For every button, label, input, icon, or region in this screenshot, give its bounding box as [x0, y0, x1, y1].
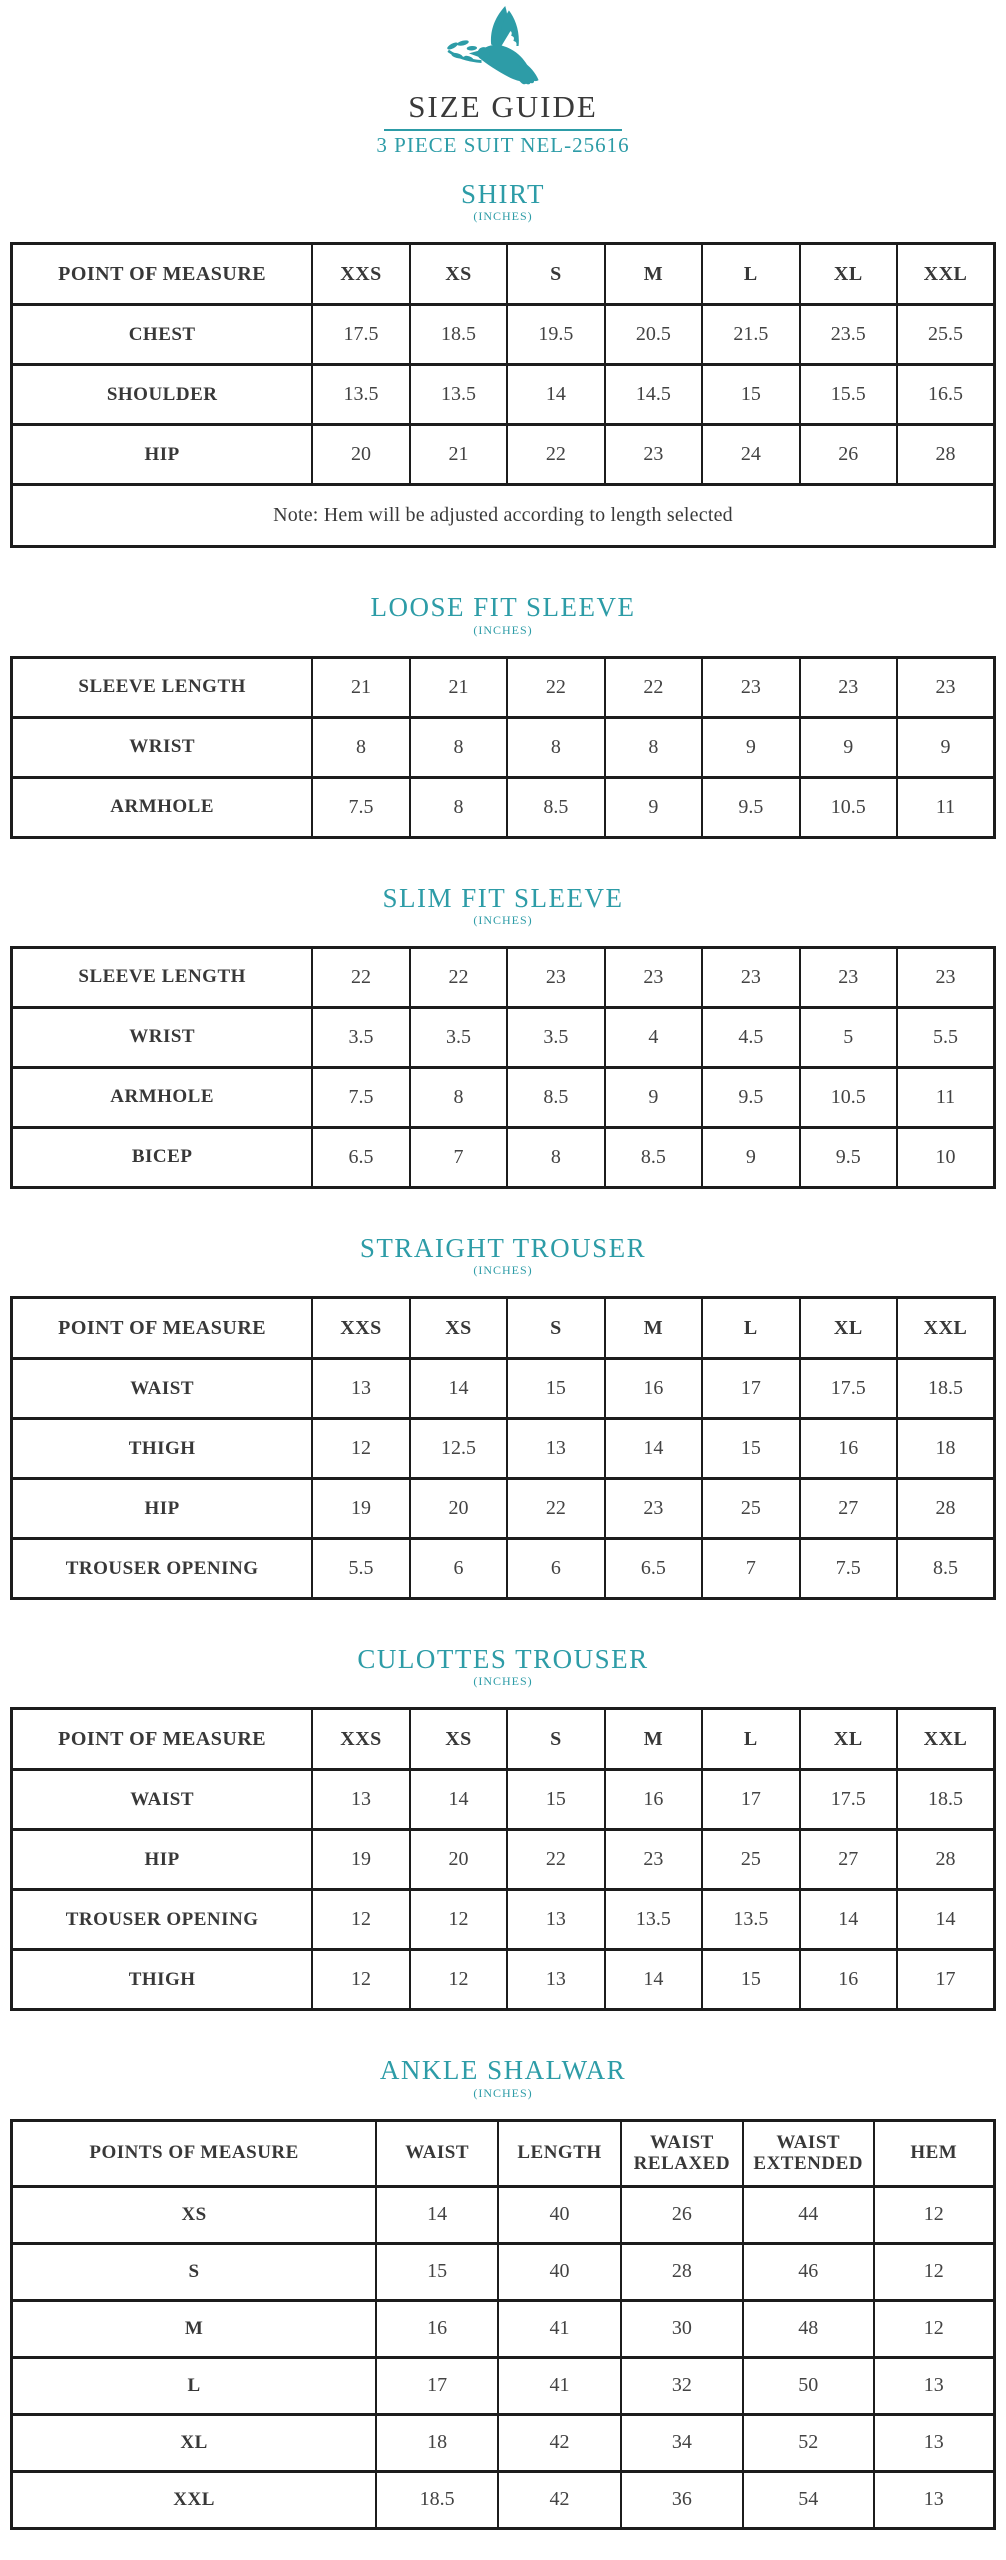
dove-with-olive-branch-icon	[440, 4, 566, 88]
size-value: 10.5	[800, 1067, 897, 1127]
size-value: 44	[743, 2186, 874, 2243]
size-value: 27	[800, 1830, 897, 1890]
size-value: 9	[702, 1127, 799, 1187]
size-value: 10	[897, 1127, 994, 1187]
size-value: 46	[743, 2243, 874, 2300]
size-value: 17	[702, 1770, 799, 1830]
size-column-header: S	[507, 1709, 604, 1770]
section-title: STRAIGHT TROUSER	[359, 1232, 647, 1263]
size-value: 36	[621, 2471, 743, 2528]
size-value: 27	[800, 1479, 897, 1539]
table-header-row	[12, 2120, 995, 2186]
size-value: 22	[410, 947, 507, 1007]
size-value: 20.5	[605, 305, 702, 365]
size-value: 12	[874, 2243, 995, 2300]
size-column-header: XXL	[897, 244, 994, 305]
size-column-header: XS	[410, 244, 507, 305]
size-column-header: HEM	[874, 2120, 995, 2186]
table-row	[12, 1770, 995, 1830]
size-value: 3.5	[507, 1007, 604, 1067]
table-header-row	[12, 1298, 995, 1359]
size-table	[10, 1707, 996, 2011]
size-value: 23	[800, 947, 897, 1007]
size-value: 8.5	[605, 1127, 702, 1187]
table-row	[12, 1127, 995, 1187]
size-value: 23	[605, 1830, 702, 1890]
size-column-header: WAIST RELAXED	[621, 2120, 743, 2186]
size-column-header: M	[605, 244, 702, 305]
section-unit-label: (INCHES)	[473, 2085, 533, 2100]
row-label: CHEST	[12, 305, 313, 365]
table-row	[12, 425, 995, 485]
size-value: 4.5	[702, 1007, 799, 1067]
brand-logo	[440, 4, 566, 88]
size-column-header: M	[605, 1709, 702, 1770]
size-value: 52	[743, 2414, 874, 2471]
row-label: XXL	[12, 2471, 377, 2528]
size-value: 15.5	[800, 365, 897, 425]
size-value: 28	[897, 1479, 994, 1539]
size-value: 8	[312, 717, 409, 777]
size-column-header: XL	[800, 1298, 897, 1359]
page-title: SIZE GUIDE	[408, 89, 598, 124]
size-column-header: XXS	[312, 1709, 409, 1770]
size-value: 19.5	[507, 305, 604, 365]
size-column-header: XXL	[897, 1709, 994, 1770]
size-value: 19	[312, 1479, 409, 1539]
table-row	[12, 2471, 995, 2528]
size-value: 13	[507, 1890, 604, 1950]
size-section-straight-trouser	[0, 1233, 1006, 1600]
size-column-header: XXS	[312, 1298, 409, 1359]
size-value: 25	[702, 1479, 799, 1539]
size-value: 14	[605, 1419, 702, 1479]
size-value: 7.5	[312, 1067, 409, 1127]
row-label: TROUSER OPENING	[12, 1890, 313, 1950]
row-label: SHOULDER	[12, 365, 313, 425]
measure-column-header: POINTS OF MEASURE	[12, 2120, 377, 2186]
size-value: 4	[605, 1007, 702, 1067]
size-value: 12	[874, 2300, 995, 2357]
row-label: WRIST	[12, 717, 313, 777]
section-unit-label: (INCHES)	[473, 209, 533, 224]
size-column-header: XL	[800, 1709, 897, 1770]
size-value: 25	[702, 1830, 799, 1890]
table-row	[12, 1419, 995, 1479]
table-row	[12, 2186, 995, 2243]
size-value: 5.5	[897, 1007, 994, 1067]
size-value: 9	[605, 777, 702, 837]
size-value: 16	[605, 1359, 702, 1419]
size-section-loose-fit-sleeve	[0, 592, 1006, 838]
size-column-header: S	[507, 1298, 604, 1359]
size-value: 7.5	[312, 777, 409, 837]
size-value: 14	[376, 2186, 498, 2243]
size-value: 9	[702, 717, 799, 777]
size-value: 18.5	[376, 2471, 498, 2528]
size-guide-sections	[0, 179, 1006, 2529]
size-column-header: XS	[410, 1298, 507, 1359]
size-value: 7	[702, 1539, 799, 1599]
size-value: 19	[312, 1830, 409, 1890]
size-value: 18.5	[897, 1770, 994, 1830]
size-value: 22	[507, 1830, 604, 1890]
section-title: SLIM FIT SLEEVE	[382, 882, 624, 913]
size-value: 23	[897, 657, 994, 717]
size-value: 10.5	[800, 777, 897, 837]
size-table	[10, 2119, 996, 2530]
size-column-header: XL	[800, 244, 897, 305]
size-value: 22	[312, 947, 409, 1007]
size-column-header: XXL	[897, 1298, 994, 1359]
size-value: 17.5	[800, 1770, 897, 1830]
size-value: 9	[897, 717, 994, 777]
size-table	[10, 242, 996, 548]
row-label: HIP	[12, 1830, 313, 1890]
size-value: 40	[498, 2186, 621, 2243]
size-value: 6	[410, 1539, 507, 1599]
size-value: 12	[410, 1950, 507, 2010]
table-row	[12, 717, 995, 777]
size-value: 17.5	[800, 1359, 897, 1419]
size-value: 17.5	[312, 305, 409, 365]
size-value: 8	[605, 717, 702, 777]
size-value: 16	[800, 1950, 897, 2010]
size-value: 17	[897, 1950, 994, 2010]
size-value: 13	[312, 1359, 409, 1419]
size-value: 17	[702, 1359, 799, 1419]
size-value: 18	[376, 2414, 498, 2471]
section-unit-label: (INCHES)	[473, 1674, 533, 1689]
row-label: BICEP	[12, 1127, 313, 1187]
size-value: 16	[376, 2300, 498, 2357]
product-subtitle: 3 PIECE SUIT NEL-25616	[376, 133, 630, 158]
size-column-header: XS	[410, 1709, 507, 1770]
size-value: 9	[605, 1067, 702, 1127]
size-value: 14	[507, 365, 604, 425]
section-unit-label: (INCHES)	[473, 912, 533, 927]
size-value: 14.5	[605, 365, 702, 425]
size-value: 23	[897, 947, 994, 1007]
row-label: HIP	[12, 1479, 313, 1539]
size-value: 15	[507, 1770, 604, 1830]
size-value: 8	[507, 1127, 604, 1187]
size-value: 9.5	[800, 1127, 897, 1187]
table-row	[12, 777, 995, 837]
section-title: SHIRT	[461, 179, 545, 210]
size-value: 16	[800, 1419, 897, 1479]
row-label: WRIST	[12, 1007, 313, 1067]
size-value: 14	[410, 1359, 507, 1419]
size-value: 34	[621, 2414, 743, 2471]
size-value: 26	[621, 2186, 743, 2243]
size-value: 11	[897, 777, 994, 837]
size-value: 7.5	[800, 1539, 897, 1599]
row-label: THIGH	[12, 1419, 313, 1479]
row-label: HIP	[12, 425, 313, 485]
size-column-header: M	[605, 1298, 702, 1359]
size-table	[10, 656, 996, 839]
size-value: 13.5	[410, 365, 507, 425]
size-value: 26	[800, 425, 897, 485]
table-row	[12, 2357, 995, 2414]
row-label: WAIST	[12, 1359, 313, 1419]
table-row	[12, 1539, 995, 1599]
size-value: 22	[507, 425, 604, 485]
size-value: 8	[410, 777, 507, 837]
size-value: 18.5	[410, 305, 507, 365]
size-value: 9.5	[702, 1067, 799, 1127]
size-value: 42	[498, 2414, 621, 2471]
size-value: 15	[507, 1359, 604, 1419]
size-value: 12	[410, 1890, 507, 1950]
size-value: 23	[605, 1479, 702, 1539]
size-value: 15	[702, 1950, 799, 2010]
size-value: 15	[702, 365, 799, 425]
size-value: 3.5	[410, 1007, 507, 1067]
row-label: WAIST	[12, 1770, 313, 1830]
size-value: 13.5	[312, 365, 409, 425]
size-value: 13	[874, 2471, 995, 2528]
size-column-header: XXS	[312, 244, 409, 305]
size-value: 5	[800, 1007, 897, 1067]
table-row	[12, 2414, 995, 2471]
size-value: 11	[897, 1067, 994, 1127]
size-value: 8.5	[507, 777, 604, 837]
size-column-header: L	[702, 1298, 799, 1359]
table-note: Note: Hem will be adjusted according to length selected	[12, 485, 995, 547]
size-value: 14	[897, 1890, 994, 1950]
size-value: 30	[621, 2300, 743, 2357]
size-column-header: WAIST EXTENDED	[743, 2120, 874, 2186]
size-value: 25.5	[897, 305, 994, 365]
row-label: XL	[12, 2414, 377, 2471]
size-value: 13.5	[605, 1890, 702, 1950]
size-value: 50	[743, 2357, 874, 2414]
size-value: 16.5	[897, 365, 994, 425]
page-header	[0, 0, 1006, 157]
section-unit-label: (INCHES)	[473, 1263, 533, 1278]
size-value: 6.5	[605, 1539, 702, 1599]
size-value: 24	[702, 425, 799, 485]
size-value: 6	[507, 1539, 604, 1599]
size-value: 20	[312, 425, 409, 485]
size-value: 40	[498, 2243, 621, 2300]
measure-column-header: POINT OF MEASURE	[12, 1298, 313, 1359]
size-value: 12	[312, 1419, 409, 1479]
size-value: 13	[312, 1770, 409, 1830]
size-section-shirt	[0, 179, 1006, 548]
size-value: 13	[507, 1950, 604, 2010]
size-value: 18	[897, 1419, 994, 1479]
size-value: 21.5	[702, 305, 799, 365]
size-value: 6.5	[312, 1127, 409, 1187]
table-row	[12, 2243, 995, 2300]
size-value: 22	[507, 1479, 604, 1539]
table-row	[12, 365, 995, 425]
size-table	[10, 946, 996, 1189]
size-value: 14	[410, 1770, 507, 1830]
measure-column-header: POINT OF MEASURE	[12, 1709, 313, 1770]
size-value: 8.5	[897, 1539, 994, 1599]
size-value: 23	[507, 947, 604, 1007]
size-value: 13.5	[702, 1890, 799, 1950]
size-value: 13	[874, 2414, 995, 2471]
size-value: 23	[800, 657, 897, 717]
size-value: 15	[376, 2243, 498, 2300]
section-unit-label: (INCHES)	[473, 622, 533, 637]
size-value: 12	[312, 1950, 409, 2010]
size-value: 42	[498, 2471, 621, 2528]
size-value: 9	[800, 717, 897, 777]
table-row	[12, 1067, 995, 1127]
row-label: TROUSER OPENING	[12, 1539, 313, 1599]
size-value: 32	[621, 2357, 743, 2414]
size-value: 23.5	[800, 305, 897, 365]
size-value: 23	[605, 947, 702, 1007]
size-value: 8	[507, 717, 604, 777]
table-row	[12, 1479, 995, 1539]
size-value: 12	[874, 2186, 995, 2243]
size-value: 41	[498, 2357, 621, 2414]
row-label: L	[12, 2357, 377, 2414]
size-value: 21	[410, 425, 507, 485]
table-row	[12, 947, 995, 1007]
size-value: 7	[410, 1127, 507, 1187]
size-value: 20	[410, 1830, 507, 1890]
table-header-row	[12, 1709, 995, 1770]
size-table	[10, 1296, 996, 1600]
size-value: 15	[702, 1419, 799, 1479]
size-value: 21	[410, 657, 507, 717]
size-section-culottes-trouser	[0, 1644, 1006, 2011]
size-value: 8.5	[507, 1067, 604, 1127]
size-section-slim-fit-sleeve	[0, 883, 1006, 1189]
row-label: ARMHOLE	[12, 777, 313, 837]
table-row	[12, 1950, 995, 2010]
table-note-row	[12, 485, 995, 547]
size-value: 12.5	[410, 1419, 507, 1479]
size-value: 14	[800, 1890, 897, 1950]
row-label: ARMHOLE	[12, 1067, 313, 1127]
size-value: 48	[743, 2300, 874, 2357]
size-value: 54	[743, 2471, 874, 2528]
table-row	[12, 1890, 995, 1950]
size-value: 23	[605, 425, 702, 485]
section-title: LOOSE FIT SLEEVE	[370, 592, 636, 623]
table-row	[12, 1830, 995, 1890]
size-value: 23	[702, 947, 799, 1007]
size-column-header: LENGTH	[498, 2120, 621, 2186]
size-value: 18.5	[897, 1359, 994, 1419]
table-row	[12, 1359, 995, 1419]
row-label: SLEEVE LENGTH	[12, 947, 313, 1007]
table-row	[12, 657, 995, 717]
size-value: 17	[376, 2357, 498, 2414]
size-value: 20	[410, 1479, 507, 1539]
section-title: ANKLE SHALWAR	[379, 2055, 627, 2086]
size-column-header: S	[507, 244, 604, 305]
size-value: 8	[410, 717, 507, 777]
size-column-header: L	[702, 1709, 799, 1770]
table-row	[12, 305, 995, 365]
size-value: 8	[410, 1067, 507, 1127]
size-value: 13	[507, 1419, 604, 1479]
size-column-header: WAIST	[376, 2120, 498, 2186]
size-value: 14	[605, 1950, 702, 2010]
size-value: 12	[312, 1890, 409, 1950]
size-value: 22	[507, 657, 604, 717]
measure-column-header: POINT OF MEASURE	[12, 244, 313, 305]
row-label: SLEEVE LENGTH	[12, 657, 313, 717]
size-value: 28	[897, 425, 994, 485]
row-label: THIGH	[12, 1950, 313, 2010]
size-value: 28	[621, 2243, 743, 2300]
size-value: 9.5	[702, 777, 799, 837]
size-section-ankle-shalwar	[0, 2055, 1006, 2529]
row-label: M	[12, 2300, 377, 2357]
section-title: CULOTTES TROUSER	[357, 1644, 649, 1675]
table-row	[12, 2300, 995, 2357]
size-value: 5.5	[312, 1539, 409, 1599]
title-divider	[384, 129, 622, 131]
size-value: 3.5	[312, 1007, 409, 1067]
size-value: 21	[312, 657, 409, 717]
row-label: XS	[12, 2186, 377, 2243]
row-label: S	[12, 2243, 377, 2300]
table-header-row	[12, 244, 995, 305]
size-value: 16	[605, 1770, 702, 1830]
size-value: 13	[874, 2357, 995, 2414]
size-value: 28	[897, 1830, 994, 1890]
table-row	[12, 1007, 995, 1067]
size-value: 22	[605, 657, 702, 717]
size-value: 41	[498, 2300, 621, 2357]
size-value: 23	[702, 657, 799, 717]
size-column-header: L	[702, 244, 799, 305]
